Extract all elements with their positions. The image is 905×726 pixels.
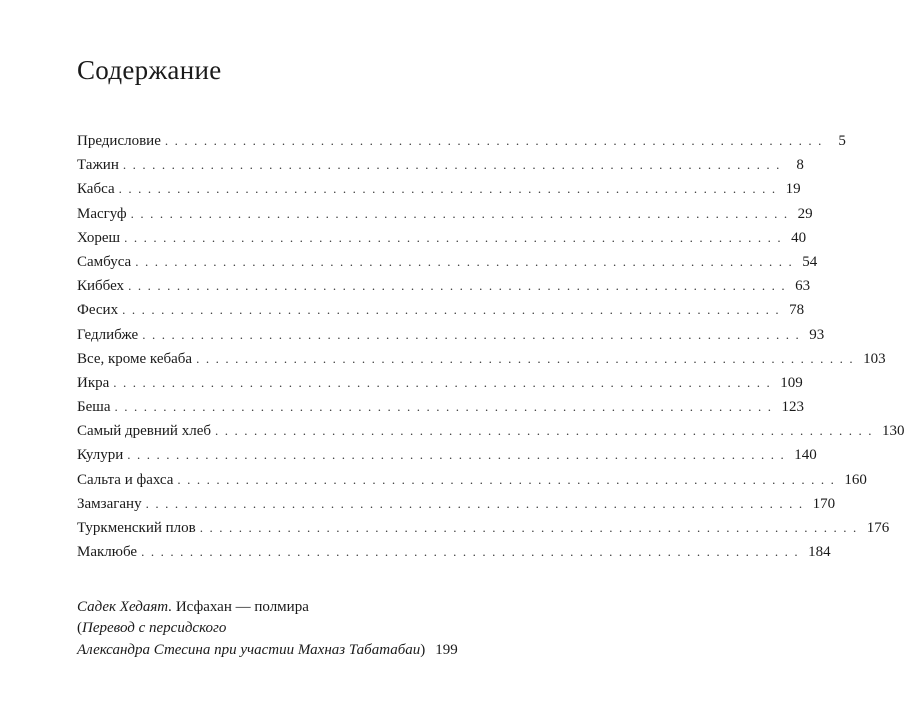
toc-entry-title: Самбуса <box>77 253 132 270</box>
toc-entry-page-number: 40 <box>791 229 807 246</box>
leader-dots: .................................................................... <box>142 326 806 342</box>
leader-dots: .................................................................... <box>113 374 777 390</box>
leader-dots: .................................................................... <box>114 399 778 415</box>
toc-entry-page-number: 5 <box>838 133 846 149</box>
toc-entry-title: Кулури <box>77 447 124 464</box>
toc-entry-page-number: 19 <box>785 181 801 198</box>
toc-entry <box>77 423 905 447</box>
toc-entry <box>77 253 818 278</box>
toc-entry-title: Маклюбе <box>77 544 138 561</box>
page-title: Содержание <box>77 55 222 85</box>
toc-entry <box>77 520 890 544</box>
toc-entry-title: Икра <box>77 374 110 391</box>
toc-entry-title: Масгуф <box>77 205 127 222</box>
toc-entry-title: Предисловие <box>77 133 161 149</box>
toc-entry <box>77 350 886 375</box>
toc-entry <box>77 302 805 326</box>
toc-entry-title: Туркменский плов <box>77 520 196 536</box>
leader-dots: .................................................................... <box>199 520 863 535</box>
toc-entry-page-number: 8 <box>796 157 804 174</box>
table-of-contents <box>77 133 905 568</box>
toc-entry-page-number: 109 <box>780 374 803 391</box>
toc-entry <box>77 157 804 181</box>
toc-entry <box>77 495 836 520</box>
leader-dots: .................................................................... <box>128 278 792 294</box>
toc-entry-title: Хореш <box>77 229 121 246</box>
toc-entry <box>77 544 831 568</box>
appendix-entry <box>77 597 456 661</box>
appendix-translation-note: Перевод с персидского <box>82 620 227 636</box>
leader-dots: .................................................................... <box>215 423 878 439</box>
toc-entry-page-number: 176 <box>866 520 890 536</box>
toc-entry <box>77 399 804 423</box>
toc-entry-title: Самый древний хлеб <box>77 423 211 440</box>
appendix-note-line-1: (Перевод с персидского <box>77 620 227 636</box>
toc-entry-page-number: 63 <box>795 278 811 295</box>
leader-dots: .................................................................... <box>196 350 860 366</box>
toc-entry <box>77 181 801 205</box>
toc-entry-title: Гедлибже <box>77 326 139 343</box>
toc-entry-title: Сальта и фахса <box>77 471 174 488</box>
toc-entry-title: Киббех <box>77 278 125 295</box>
leader-dots: .................................................................... <box>135 253 799 269</box>
leader-dots: .................................................................... <box>145 495 809 511</box>
leader-dots: .................................................................... <box>122 157 786 173</box>
toc-entry-page-number: 29 <box>797 205 813 222</box>
toc-entry-title: Кабса <box>77 181 115 198</box>
toc-entry-page-number: 140 <box>794 447 817 464</box>
toc-entry-page-number: 130 <box>882 423 905 440</box>
toc-entry-page-number: 78 <box>789 302 805 319</box>
toc-entry <box>77 205 813 230</box>
toc-entry-page-number: 184 <box>808 544 831 561</box>
toc-entry <box>77 374 803 399</box>
toc-entry-title: Беша <box>77 399 111 416</box>
toc-entry-page-number: 93 <box>809 326 825 343</box>
appendix-translators: Александра Стесина при участии Махназ Табатабаи <box>77 642 421 658</box>
leader-dots: .................................................................... <box>164 133 828 148</box>
appendix-page-number: 199 <box>435 642 458 658</box>
leader-dots: .................................................................... <box>127 447 791 463</box>
toc-entry <box>77 471 867 496</box>
appendix-work-title: Исфахан — полмира <box>172 599 309 615</box>
toc-entry-title: Замзагану <box>77 495 142 512</box>
toc-entry-title: Все, кроме кебаба <box>77 350 193 367</box>
toc-entry <box>77 447 817 471</box>
toc-entry-page-number: 123 <box>781 399 804 416</box>
leader-dots: .................................................................... <box>124 229 788 245</box>
appendix-author: Садек Хедаят. <box>77 599 173 615</box>
leader-dots: .................................................................... <box>122 302 786 318</box>
leader-dots: .................................................................... <box>141 544 805 560</box>
leader-dots: .................................................................... <box>177 471 841 487</box>
toc-entry <box>77 229 807 254</box>
leader-dots: .................................................................... <box>118 181 782 197</box>
toc-entry <box>77 326 825 351</box>
toc-entry-page-number: 54 <box>802 253 818 270</box>
toc-entry <box>77 278 811 302</box>
toc-entry <box>77 133 846 157</box>
toc-entry-page-number: 160 <box>844 471 867 488</box>
toc-entry-page-number: 170 <box>812 495 836 512</box>
toc-entry-title: Фесих <box>77 302 119 319</box>
toc-entry-page-number: 103 <box>863 350 886 367</box>
appendix-note-line-2: Александра Стесина при участии Махназ Табатабаи) 199 <box>77 639 456 661</box>
leader-dots: .................................................................... <box>130 205 794 221</box>
appendix-heading-line <box>77 597 456 618</box>
toc-entry-title: Тажин <box>77 157 119 174</box>
